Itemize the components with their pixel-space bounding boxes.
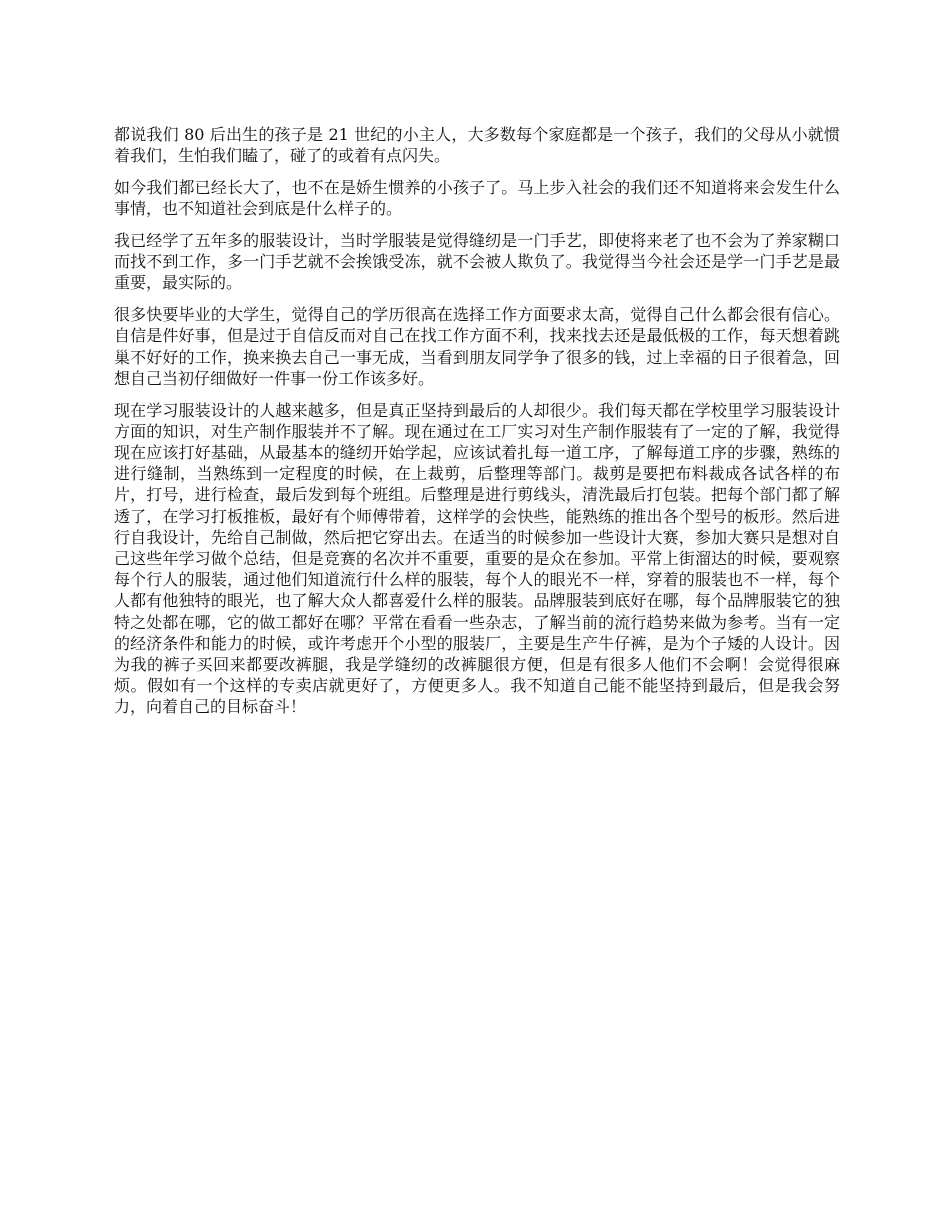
paragraph-1: 都说我们 80 后出生的孩子是 21 世纪的小主人，大多数每个家庭都是一个孩子，我们的父母从小就惯着我们，生怕我们瞌了，碰了的或着有点闪失。: [114, 125, 840, 166]
paragraph-5: 现在学习服装设计的人越来越多，但是真正坚持到最后的人却很少。我们每天都在学校里学习服装设计方面的知识，对生产制作服装并不了解。现在通过在工厂实习对生产制作服装有了一定的了解，我觉得现在应该打好基础，从最基本的缝纫开始学起，应该试着扎每一道工序，了解每道工序的步骤，熟练的进行缝制，当熟练到一定程度的时候，在上裁剪，后整理等部门。裁剪是要把布料裁成各试各样的布片，打号，进行检查，最后发到每个班组。后整理是进行剪线头，清洗最后打包装。把每个部门都了解透了，在学习打板推板，最好有个师傅带着，这样学的会快些，能熟练的推出各个型号的板形。然后进行自我设计，先给自己制做，然后把它穿出去。在适当的时候参加一些设计大赛，参加大赛只是想对自己这些年学习做个总结，但是竞赛的名次并不重要，重要的是众在参加。平常上街溜达的时候，要观察每个行人的服装，通过他们知道流行什么样的服装，每个人的眼光不一样，穿着的服装也不一样，每个人都有他独特的眼光，也了解大众人都喜爱什么样的服装。品牌服装到底好在哪，每个品牌服装它的独特之处都在哪，它的做工都好在哪？平常在看看一些杂志，了解当前的流行趋势来做为参考。当有一定的经济条件和能力的时候，或许考虑开个小型的服装厂，主要是生产牛仔裤，是为个子矮的人设计。因为我的裤子买回来都要改裤腿，我是学缝纫的改裤腿很方便，但是有很多人他们不会啊！会觉得很麻烦。假如有一个这样的专卖店就更好了，方便更多人。我不知道自己能不能坚持到最后，但是我会努力，向着自己的目标奋斗！: [114, 400, 840, 717]
paragraph-2: 如今我们都已经长大了，也不在是娇生惯养的小孩子了。马上步入社会的我们还不知道将来会发生什么事情，也不知道社会到底是什么样子的。: [114, 178, 840, 219]
paragraph-4: 很多快要毕业的大学生，觉得自己的学历很高在选择工作方面要求太高，觉得自己什么都会很有信心。自信是件好事，但是过于自信反而对自己在找工作方面不利，找来找去还是最低极的工作，每天想着跳巢不好好的工作，换来换去自己一事无成，当看到朋友同学争了很多的钱，过上幸福的日子很着急，回想自己当初仔细做好一件事一份工作该多好。: [114, 305, 840, 388]
paragraph-3: 我已经学了五年多的服装设计，当时学服装是觉得缝纫是一门手艺，即使将来老了也不会为了养家糊口而找不到工作，多一门手艺就不会挨饿受冻，就不会被人欺负了。我觉得当今社会还是学一门手艺是最重要，最实际的。: [114, 231, 840, 293]
document-body: [114, 124, 840, 728]
